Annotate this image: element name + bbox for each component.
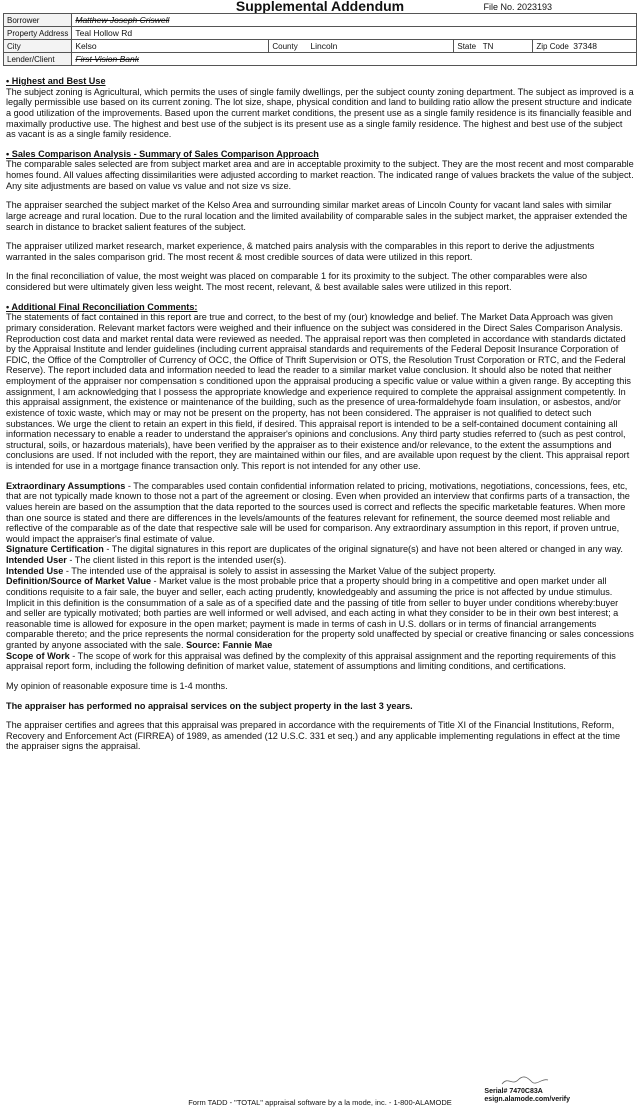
file-number: File No. 2023193: [483, 2, 552, 12]
market-value-definition-label: Definition/Source of Market Value: [6, 576, 152, 587]
zip-value: 37348: [573, 41, 597, 51]
serial-number: Serial# 7470C83A: [484, 1088, 543, 1095]
county-label: County: [269, 40, 308, 53]
addendum-body: [6, 76, 634, 761]
county-value: Lincoln: [307, 40, 454, 53]
header-table: [3, 13, 637, 66]
zip-label: Zip Code: [536, 42, 569, 51]
sales-comparison-title: • Sales Comparison Analysis - Summary of Sales Comparison Approach: [6, 148, 319, 159]
signature-mark-icon: [500, 1074, 550, 1088]
extraordinary-assumptions-label: Extraordinary Assumptions: [6, 480, 126, 491]
market-value-definition-text: - Market value is the most probable price that a property should bring in a competitive and open market under all conditions requisite to a fair sale, the buyer and seller, each acting prudently, knowledgeably and assuming the price is not affected by undue stimulus. Implicit in this definition is the consummation of a sale as of a specified date and the passing of title from seller to buyer under conditions whereby:buyer and seller are typically motivated; both parties are well informed or well advised, and each acting in what they consider to be in their own best interest; a reasonable time is allowed for exposure in the open market; payment is made in terms of cash in U.S. dollars or in terms of financial arrangements comparable thereto; and the price represents the normal consideration for the property sold unaffected by special or creative financing or sales concessions granted by anyone associated with the sale.: [6, 576, 634, 650]
no-services-statement: The appraiser has performed no appraisal services on the subject property in the last 3 years.: [6, 700, 413, 711]
borrower-label: Borrower: [4, 14, 72, 27]
extraordinary-assumptions-text: - The comparables used contain confidential information related to pricing, motivations, negotiations, concessions, fees, etc, that are not typically made known to those not a part of the agreement or closing. Even when provided an interview that confirms parts of a transaction, the values herein are based on the assumption that the data reported to the sources used is correct and reflects the specific marketable features. When more than one source is stated and there are differences in the levels/amounts of the features relevant for refinement, the source deemed most reliable and reflective of the comparable as of the date that respective sale will be used for comparison. Any extraordinary assumption in this report, if proven untrue, would impact the appraiser's final estimate of value.: [6, 480, 630, 544]
lender-value: First Vision Bank: [72, 53, 637, 66]
form-footer: Form TADD - "TOTAL" appraisal software by a la mode, inc. - 1-800-ALAMODE: [188, 1098, 452, 1107]
sales-comparison-p3: The appraiser utilized market research, market experience, & matched pairs analysis with the comparables in this report to derive the adjustments warranted in the sales comparison grid. The most recent & most credible sources of data were utilized in this report.: [6, 241, 595, 262]
city-label: City: [4, 40, 72, 53]
final-reconciliation-section: [6, 302, 634, 472]
intended-use-label: Intended Use: [6, 565, 64, 576]
verify-url[interactable]: esign.alamode.com/verify: [484, 1096, 570, 1103]
final-reconciliation-title: • Additional Final Reconciliation Comments:: [6, 301, 198, 312]
intended-user-text: - The client listed in this report is the intended user(s).: [66, 555, 287, 565]
signature-certification-label: Signature Certification: [6, 544, 104, 555]
definitions-block: [6, 481, 634, 672]
intended-user-label: Intended User: [6, 555, 67, 565]
sales-comparison-p2: The appraiser searched the subject market of the Kelso Area and surrounding similar market areas of Lincoln County for vacant land sales with similar large acreage and rural location. Due to the rural location and the limited availability of comparable sales in the subject market, the appraiser extended the search in distance to bracket salient features of the subject.: [6, 200, 628, 232]
firrea-certification: The appraiser certifies and agrees that this appraisal was prepared in accordance with the requirements of Title XI of the Financial Institutions, Reform, Recovery and Enforcement Act (FIRREA) of 1989, as amended (12 U.S.C. 331 et seq.) and any applicable implementing regulations in effect at the time the appraiser signs the appraisal.: [6, 720, 621, 752]
final-reconciliation-text: The statements of fact contained in this report are true and correct, to the best of my (our) knowledge and belief. The Market Data Approach was given primary consideration. Relevant market factors were weighed and their influence on the subject was considered in the Direct Sales Comparison Analysis. Reproduction cost data and market rental data were reviewed as needed. The appraisal report was then completed in accordance with standards dictated by the Appraisal Institute and lender guidelines (including current appraisal standards and requirements of the Federal Deposit Insurance Corporation of FDIC, the Office of the Comptroller of Currency of OCC, the Office of Thrift Supervision or OTS, the Resolution Trust Corporation or RTC, and the Federal Reserve). The report included data and information needed to lead the reader to a similar market value conclusion. It should also be noted that neither employment of the appraiser nor compensation s conditioned upon the appraisal producing a specific value or value within a given range. By accepting this assignment, I am acknowledging that I possess the appropriate knowledge and experience required to complete the appraisal assignment competently. In this appraisal assignment, the existence or maintenance of the building, such as the presence of urea-formaldehyde foam insulation, or asbestos, and/or existence of toxic waste, which may or may not be present on the property, has not been considered. The appraiser is not qualified to detect such substances. We urge the client to retain an expert in this field, if desired. This appraisal report is intended to be a self-contained document containing all information necessary to enable a reader to understand the appraiser's opinions and conclusions. Any third party studies referred to (such as pest control, structural, soils, or hazardous materials), have been verified by the appraiser as to their existence and/or relevance, to the extent the assumptions and conclusions are used. If not included with the report, they are maintained within our files, and are available upon request by the client. This appraisal report is intended for use in a mortgage finance transaction only. This report is not intended for any other use.: [6, 312, 631, 471]
state-value: TN: [482, 41, 494, 51]
sales-comparison-p4: In the final reconciliation of value, the most weight was placed on comparable 1 for its proximity to the subject. The other comparables were also considered but were ultimately given less weight. The most recent, relevant, & best available sales were utilized in this report.: [6, 271, 588, 292]
market-value-source: Source: Fannie Mae: [186, 640, 273, 650]
highest-best-use-section: [6, 76, 634, 140]
zip-group: [533, 40, 637, 53]
intended-use-text: - The intended use of the appraisal is solely to assist in assessing the Market Value of the subject property.: [63, 565, 496, 576]
city-value: Kelso: [72, 40, 269, 53]
scope-of-work-label: Scope of Work: [6, 650, 70, 661]
exposure-time: My opinion of reasonable exposure time is 1-4 months.: [6, 680, 228, 691]
scope-of-work-text: - The scope of work for this appraisal was defined by the complexity of this appraisal assignment and the reporting requirements of this appraisal report form, including the following definition of market value, statement of assumptions and limiting conditions, and certifications.: [6, 650, 616, 672]
sales-comparison-p1: The comparable sales selected are from subject market area and are in acceptable proximity to the subject. They are the most recent and most comparable homes found. All values affecting dissimilarities were adjusted according to market reaction. The indicated range of values brackets the value of the subject. Any site adjustments are based on value vs value and not size vs size.: [6, 159, 634, 191]
document-title: Supplemental Addendum: [235, 0, 405, 14]
highest-best-use-title: • Highest and Best Use: [6, 76, 106, 86]
highest-best-use-text: The subject zoning is Agricultural, which permits the uses of single family dwellings, per the subject county zoning department. The subject as improved is a legally permissible use based on its current zoning. The lot size, shape, physical condition and land to building ratio allow the present structure and indicate a good utilization of the improvements. Based upon the current market conditions, the present use as a single family residence is its financially feasible and maximally productive use. The highest and best use of the subject is its present use as a single family residence. The highest and best use of the subject as vacant is as a single family residence.: [6, 86, 634, 140]
state-label: State: [457, 41, 477, 51]
lender-label: Lender/Client: [4, 53, 72, 66]
sales-comparison-section: [6, 149, 634, 192]
state-group: [454, 40, 533, 53]
property-label: Property Address: [4, 27, 72, 40]
borrower-value: Matthew Joseph Criswell: [72, 14, 637, 27]
property-value: Teal Hollow Rd: [72, 27, 637, 40]
signature-certification-text: - The digital signatures in this report are duplicates of the original signature(s) and have not been altered or changed in any way.: [103, 544, 623, 555]
